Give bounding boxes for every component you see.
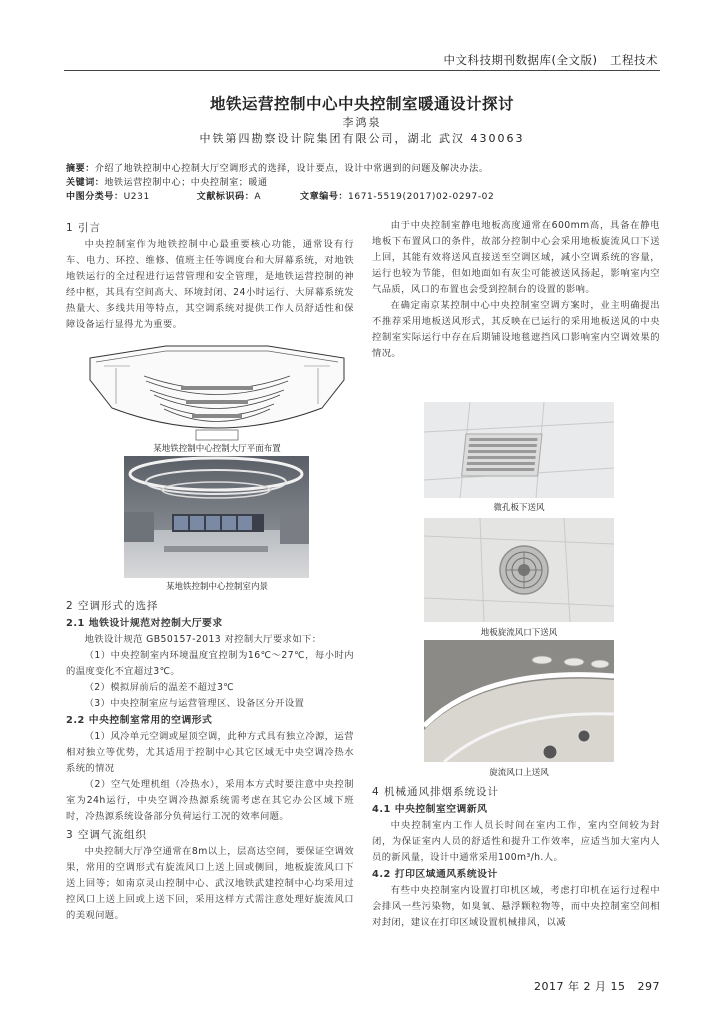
right-paragraph-1: 由于中央控制室静电地板高度通常在600mm高，具备在静电地板下布置风口的条件，故部分控制中心会采用地板旋流风口下送上回，其能有效将送风直接送至空调区域，减小空调系统的容量，运行也较为节能，但如地面如有灰尘可能被送风扬起，影响室内空气品质，风口的布置也会受到控制台的设置的影响。 [372, 220, 660, 295]
header-rule [64, 70, 660, 71]
section-2-1-title: 2.1 地铁设计规范对控制大厅要求 [66, 618, 223, 629]
section-2-1-item-1: （1）中央控制室内环境温度宜控制为16℃～27℃，每小时内的温度变化不宜超过3℃。 [66, 650, 354, 677]
keywords-text: 地铁运营控制中心；中央控制室；暖通 [104, 178, 268, 188]
section-1-title: 1 引言 [66, 222, 102, 234]
classification-line [66, 191, 494, 203]
figure-control-room-photo [124, 456, 309, 578]
figure-3-caption: 微孔板下送风 [493, 503, 545, 513]
figure-1-caption: 某地铁控制中心控制大厅平面布置 [153, 444, 281, 454]
section-4-1-paragraph: 中央控制室内工作人员长时间在室内工作，室内空间较为封闭，为保证室内人员的舒适性和提升工作效率，应适当加大室内人员的新风量，设计中通常采用100m³/h.人。 [372, 820, 660, 863]
section-2-title: 2 空调形式的选择 [66, 600, 159, 612]
figure-ceiling-swirl-photo [424, 640, 614, 762]
paper-affiliation: 中铁第四勘察设计院集团有限公司，湖北 武汉 430063 [199, 132, 525, 145]
ceiling-swirl-diffuser-photo [424, 640, 614, 762]
section-1-paragraph: 中央控制室作为地铁控制中心最重要核心功能，通常设有行车、电力、环控、维修、值班主任等调度台和大屏幕系统，对地铁地铁运行的全过程进行运营管理和安全管理，是地铁运营控制的神经中枢，其具有空间高大、环境封闭、24小时运行、大屏幕系统发热量大、多线共用等特点，其空调系统对提供工作人员舒适性和保障设备运行显得尤为重要。 [66, 239, 354, 330]
issue-date: 2017 年 2 月 15 [534, 980, 626, 993]
figure-floor-swirl-photo [424, 518, 614, 622]
doc-code-label: 文献标识码： [196, 192, 255, 202]
left-column-lower [66, 596, 354, 924]
abstract-text: 介绍了地铁控制中心控制大厅空调形式的选择，设计要点，设计中常遇到的问题及解决办法。 [94, 164, 489, 174]
floor-plan-drawing [86, 338, 348, 442]
journal-header [444, 52, 658, 68]
section-2-2-title: 2.2 中央控制室常用的空调形式 [66, 715, 213, 726]
keywords-label: 关键词： [66, 178, 105, 188]
left-column-top [66, 218, 354, 333]
perforated-tile-photo [424, 402, 614, 498]
section-4-title: 4 机械通风排烟系统设计 [372, 786, 500, 798]
page-footer [534, 978, 660, 994]
section-2-1-item-3: （3）中央控制室应与运营管理区、设备区分开设置 [84, 698, 305, 709]
journal-name: 中文科技期刊数据库(全文版) [443, 53, 598, 67]
floor-swirl-diffuser-photo [424, 518, 614, 622]
right-column-lower [372, 782, 660, 931]
keywords [66, 177, 268, 189]
abstract-label: 摘要： [66, 164, 95, 174]
figure-2-caption: 某地铁控制中心控制室内景 [165, 582, 268, 592]
right-column-top [372, 218, 660, 362]
section-4-1-title: 4.1 中央控制室空调新风 [372, 804, 488, 815]
figure-floor-plan [86, 338, 348, 442]
section-2-2-item-2: （2）空气处理机组（冷热水），采用本方式时要注意中央控制室为24h运行，中央空调冷热源系统需考虑在其它办公区域下班时，冷热源系统设备部分负荷运行工况的效率问题。 [66, 779, 354, 822]
clc-value: U231 [123, 192, 150, 202]
doc-code-value: A [254, 192, 262, 202]
section-3-paragraph: 中央控制大厅净空通常在8m以上，层高达空间，要保证空调效果，常用的空调形式有旋流风口上送上回或侧回，地板旋流风口下送上回等；如南京灵山控制中心、武汉地铁武建控制中心均采用过控风口上送上回或上送下回，采用这样方式需注意处理好旋流风口的美观问题。 [66, 846, 354, 921]
article-no-label: 文章编号： [300, 192, 349, 202]
right-paragraph-2: 在确定南京某控制中心中央控制室空调方案时，业主明确提出不推荐采用地板送风形式，其反映在已运行的采用地板送风的中央控制室实际运行中存在后期铺设地毯遮挡风口影响室内空调效果的情况。 [372, 300, 660, 359]
article-no-value: 1671-5519(2017)02-0297-02 [348, 192, 495, 202]
section-2-2-item-1: （1）风冷单元空调或屋顶空调，此种方式具有独立冷源，运营相对独立等优势，尤其适用于控制中心其它区域无中央空调冷热水系统的情况 [66, 731, 354, 774]
abstract [66, 163, 488, 175]
clc-label: 中图分类号： [66, 192, 124, 202]
section-4-2-title: 4.2 打印区域通风系统设计 [372, 869, 498, 880]
section-2-1-intro: 地铁设计规范 GB50157-2013 对控制大厅要求如下： [84, 634, 322, 645]
figure-4-caption: 地板旋流风口下送风 [480, 628, 558, 638]
figure-5-caption: 旋流风口上送风 [489, 768, 549, 778]
figure-perforated-tile-photo [424, 402, 614, 498]
page-number: 297 [637, 980, 660, 993]
paper-author: 李鸿泉 [342, 116, 382, 129]
control-room-photo [124, 456, 309, 578]
section-4-2-paragraph: 有些中央控制室内设置打印机区域，考虑打印机在运行过程中会排风一些污染物，如臭氧、悬浮颗粒物等，而中央控制室空间相对封闭，建议在打印区域设置机械排风，以减 [372, 885, 660, 928]
section-2-1-item-2: （2）模拟屏前后的温差不超过3℃ [84, 682, 235, 693]
section-3-title: 3 空调气流组织 [66, 829, 148, 841]
journal-section: 工程技术 [610, 53, 658, 67]
paper-title: 地铁运营控制中心中央控制室暖通设计探讨 [209, 95, 514, 113]
